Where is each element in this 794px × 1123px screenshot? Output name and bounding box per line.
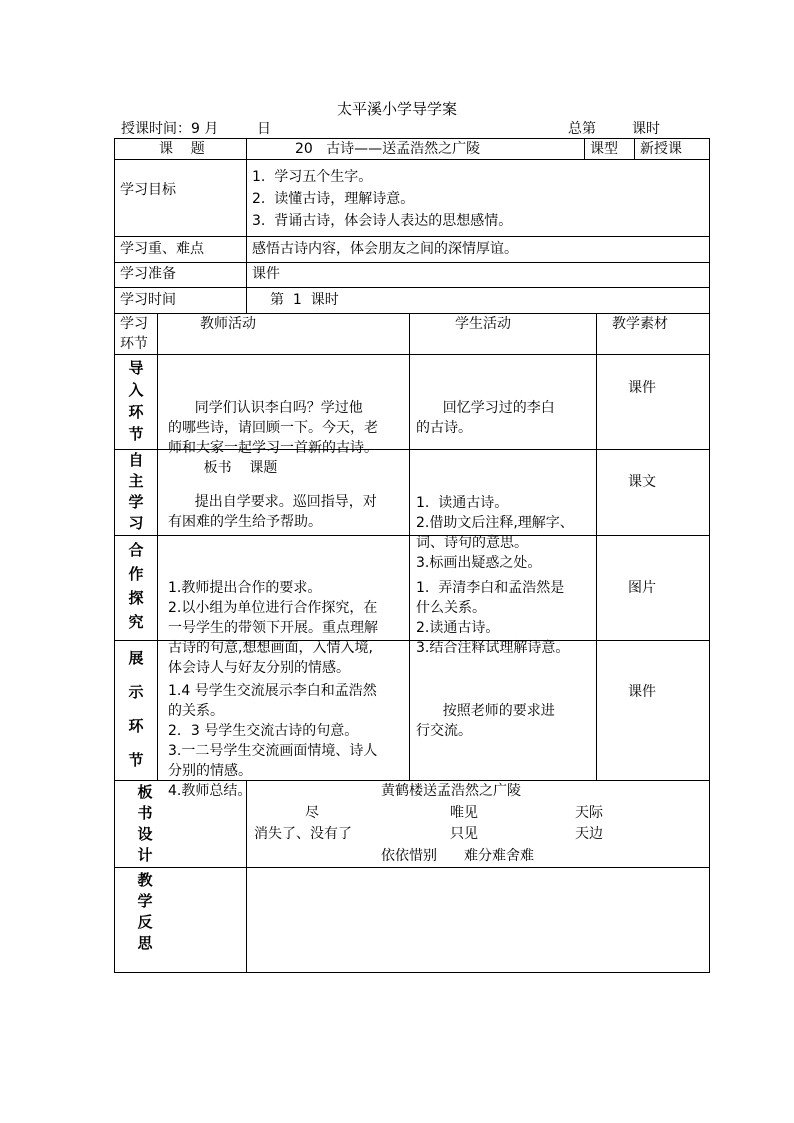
- student-activity: 回忆学习过的李白 的古诗。: [416, 400, 555, 436]
- topic-value: 20 古诗——送孟浩然之广陵: [295, 141, 481, 157]
- board-word: 依依惜别: [381, 848, 437, 864]
- focus-value: 感悟古诗内容，体会朋友之间的深情厚谊。: [252, 241, 518, 257]
- student-activity: 1. 读通古诗。 2.借助文后注释,理解字、 词、诗句的意思。 3.标画出疑惑之处。: [416, 495, 574, 571]
- row-divider: [114, 262, 710, 263]
- prep-label: 学习准备: [120, 266, 176, 282]
- goal-item: 3. 背诵古诗，体会诗人表达的思想感情。: [252, 213, 513, 229]
- reflection-label: 教 学 反 思: [137, 871, 153, 952]
- col-stage-1: 学习: [120, 316, 148, 332]
- table-border-right: [709, 138, 710, 973]
- col-divider: [584, 138, 585, 160]
- stage-label: 合 作 探 究: [128, 541, 144, 631]
- table-border-bottom: [114, 972, 710, 973]
- focus-label: 学习重、难点: [120, 241, 204, 257]
- board-word: 消失了、没有了: [254, 826, 352, 842]
- col-divider: [409, 313, 410, 781]
- material: 课文: [628, 474, 656, 490]
- type-value: 新授课: [640, 141, 682, 157]
- stage-label: 展 示 环 节: [128, 649, 144, 769]
- row-divider: [114, 354, 710, 355]
- col-stage-2: 环节: [120, 336, 148, 352]
- teacher-activity: 1.4 号学生交流展示李白和孟浩然 的关系。 2．3 号学生交流古诗的句意。 3.一二号学生交流画面情境、诗人 分别的情感。 4.教师总结。: [168, 683, 378, 799]
- stage-label: 自 主 学 习: [128, 451, 144, 532]
- col-material: 教学素材: [612, 316, 668, 332]
- material: 课件: [628, 380, 656, 396]
- type-label: 课型: [590, 141, 618, 157]
- col-divider: [596, 313, 597, 781]
- time-value: 第 1 课时: [270, 292, 339, 308]
- board-heading: 黄鹤楼送孟浩然之广陵: [381, 783, 521, 799]
- student-activity: 1. 弄清李白和孟浩然是 什么关系。 2.读通古诗。 3.结合注释试理解诗意。: [416, 580, 570, 656]
- board-label: 板 书 设 计: [137, 783, 153, 864]
- lesson-day-label: 日: [257, 121, 271, 137]
- topic-label: 课 题: [159, 141, 205, 157]
- student-activity: 按照老师的要求进 行交流。: [416, 703, 555, 739]
- row-divider: [114, 287, 710, 288]
- board-word: 天际: [575, 805, 603, 821]
- board-word: 天边: [575, 826, 603, 842]
- teacher-activity: 提出自学要求。巡回指导，对 有困难的学生给予帮助。: [168, 494, 377, 530]
- lesson-date-label: 授课时间：9 月: [121, 121, 219, 137]
- page-title: 太平溪小学导学案: [336, 100, 457, 118]
- table-border-left: [114, 138, 115, 973]
- col-divider: [246, 138, 247, 314]
- row-divider: [114, 236, 710, 237]
- prep-value: 课件: [252, 266, 280, 282]
- time-label: 学习时间: [120, 292, 176, 308]
- goal-label: 学习目标: [120, 182, 176, 198]
- goal-item: 1. 学习五个生字。: [252, 169, 373, 185]
- row-divider: [114, 159, 710, 160]
- board-word: 难分难舍难: [464, 848, 534, 864]
- board-word: 尽: [305, 805, 319, 821]
- board-word: 只见: [450, 826, 478, 842]
- teacher-activity: 1.教师提出合作的要求。 2.以小组为单位进行合作探究，在 一号学生的带领下开展。重点理解 古诗的句意,想想画面，入情入境, 体会诗人与好友分别的情感。: [168, 580, 378, 676]
- col-student: 学生活动: [455, 316, 511, 332]
- teacher-activity: 同学们认识李白吗？学过他 的哪些诗，请回顾一下。今天，老 师和大家一起学习一首新的古诗。 板书 课题: [168, 400, 378, 476]
- col-teacher: 教师活动: [200, 316, 256, 332]
- col-divider: [634, 138, 635, 160]
- total-label: 总第: [568, 121, 596, 137]
- row-divider: [114, 867, 710, 868]
- stage-label: 导 入 环 节: [128, 359, 144, 443]
- board-word: 唯见: [450, 805, 478, 821]
- goal-item: 2. 读懂古诗，理解诗意。: [252, 191, 415, 207]
- material: 图片: [628, 580, 656, 596]
- col-divider: [157, 313, 158, 781]
- material: 课件: [628, 684, 656, 700]
- period-label: 课时: [632, 121, 660, 137]
